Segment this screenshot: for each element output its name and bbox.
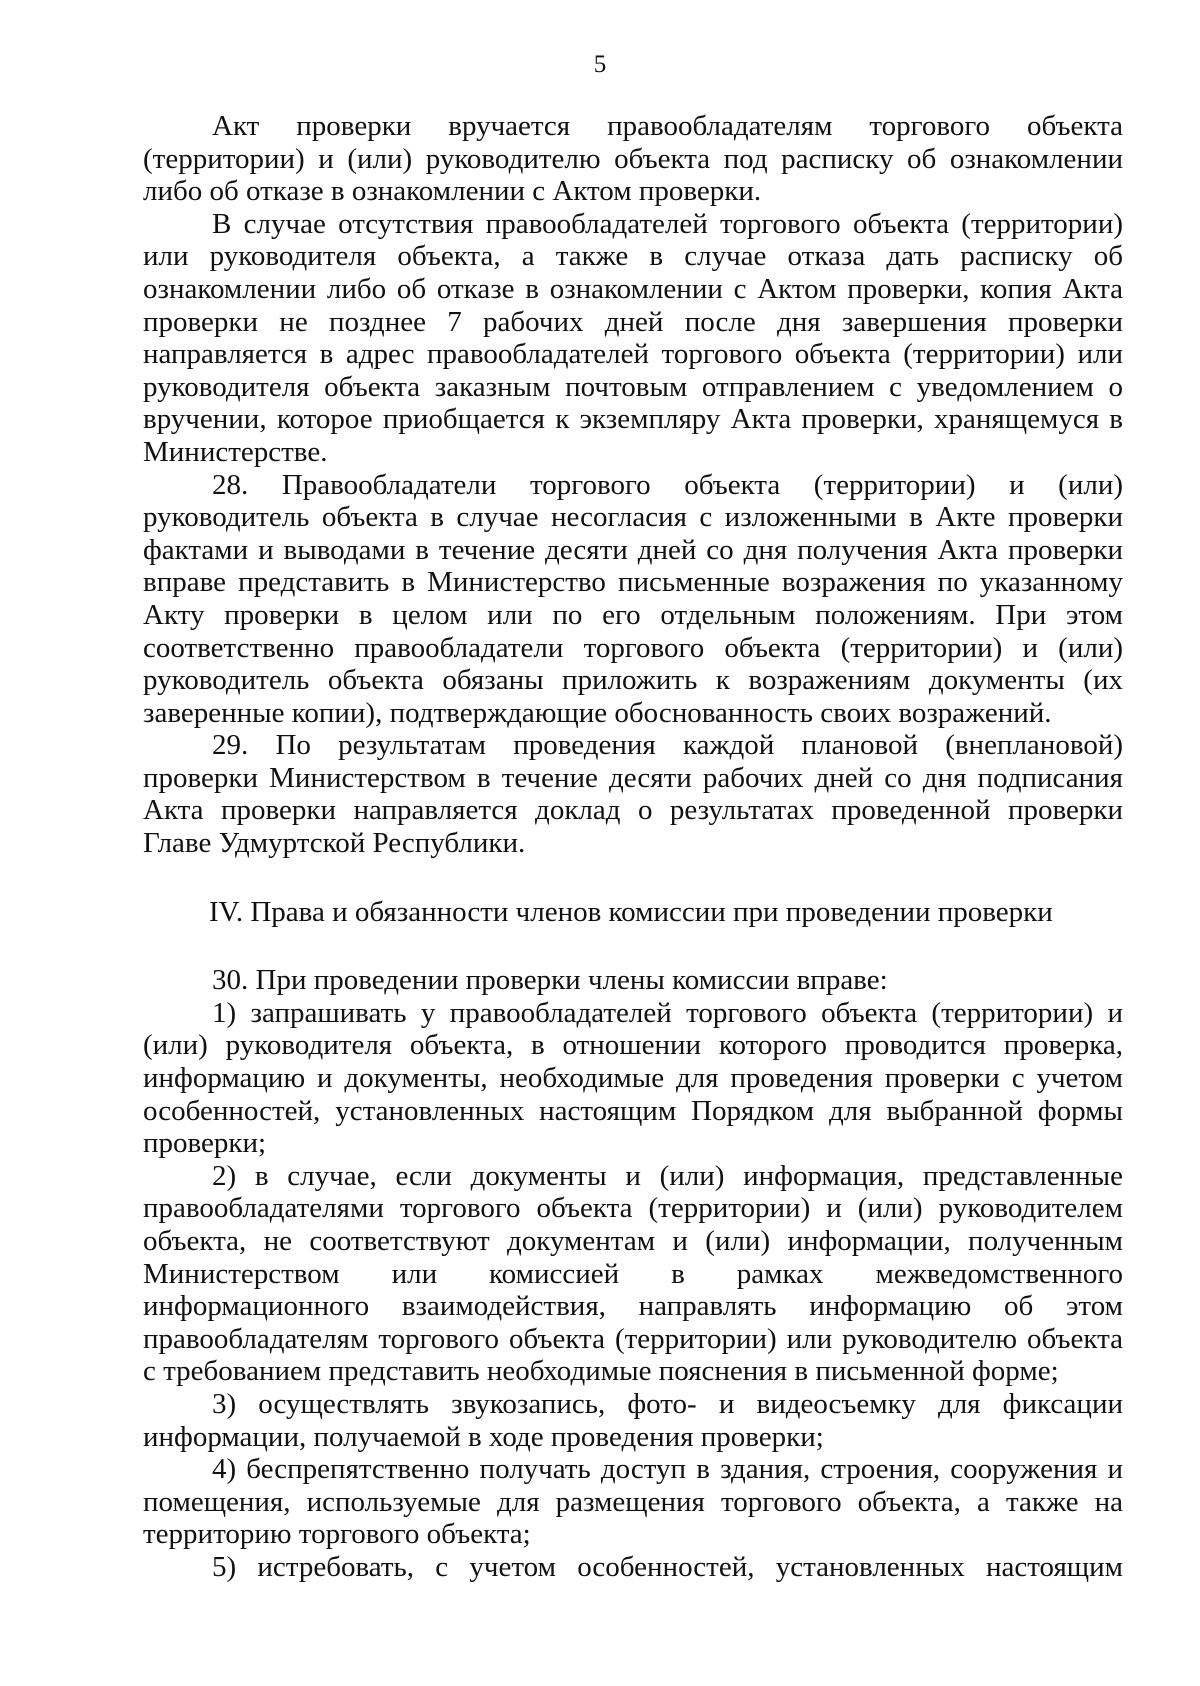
paragraph-28: 28. Правообладатели торгового объекта (территории) и (или) руководитель объекта в случае несогласия с изложенными в Акте проверки фактами и выводами в течение десяти дней со дня получения Акта проверки вправе представить в Министерство письменные возражения по указанному Акту проверки в целом или по его отдельным положениям. При этом соответственно правообладатели торгового объекта (территории) и (или) руководитель объекта обязаны приложить к возражениям документы (их заверенные копии), подтверждающие обоснованность своих возражений.: [143, 468, 1123, 729]
list-item-5: 5) истребовать, с учетом особенностей, установленных настоящим: [212, 1550, 1123, 1583]
paragraph-30: 30. При проведении проверки члены комиссии вправе:: [212, 964, 888, 997]
list-item-2: 2) в случае, если документы и (или) информация, представленные правообладателями торгового объекта (территории) и (или) руководителем объекта, не соответствуют документам и (или) информации, полученным Министерством или комиссией в рамках межведомственного информационного взаимодействия, направлять информацию об этом правообладателям торгового объекта (территории) или руководителю объекта с требованием представить необходимые пояснения в письменной форме;: [143, 1159, 1123, 1388]
section-heading: IV. Права и обязанности членов комиссии при проведении проверки: [209, 895, 1053, 928]
list-item-3: 3) осуществлять звукозапись, фото- и видеосъемку для фиксации информации, получаемой в ходе проведения проверки;: [143, 1387, 1123, 1453]
paragraph-act-delivery: Акт проверки вручается правообладателям торгового объекта (территории) и (или) руководителю объекта под расписку об ознакомлении либо об отказе в ознакомлении с Актом проверки.: [143, 110, 1123, 208]
document-body: [143, 110, 1123, 1584]
list-item-1: 1) запрашивать у правообладателей торгового объекта (территории) и (или) руководителя объекта, в отношении которого проводится проверка, информацию и документы, необходимые для проведения проверки с учетом особенностей, установленных настоящим Порядком для выбранной формы проверки;: [143, 996, 1123, 1160]
list-item-4: 4) беспрепятственно получать доступ в здания, строения, сооружения и помещения, используемые для размещения торгового объекта, а также на территорию торгового объекта;: [143, 1453, 1123, 1551]
paragraph-29: 29. По результатам проведения каждой плановой (внеплановой) проверки Министерством в течение десяти рабочих дней со дня подписания Акта проверки направляется доклад о результатах проведенной проверки Главе Удмуртской Республики.: [143, 729, 1123, 860]
paragraph-absence-case: В случае отсутствия правообладателей торгового объекта (территории) или руководителя объекта, а также в случае отказа дать расписку об ознакомлении либо об отказе в ознакомлении с Актом проверки, копия Акта проверки не позднее 7 рабочих дней после дня завершения проверки направляется в адрес правообладателей торгового объекта (территории) или руководителя объекта заказным почтовым отправлением с уведомлением о вручении, которое приобщается к экземпляру Акта проверки, хранящемуся в Министерстве.: [143, 207, 1123, 468]
page-number: 5: [593, 51, 607, 78]
